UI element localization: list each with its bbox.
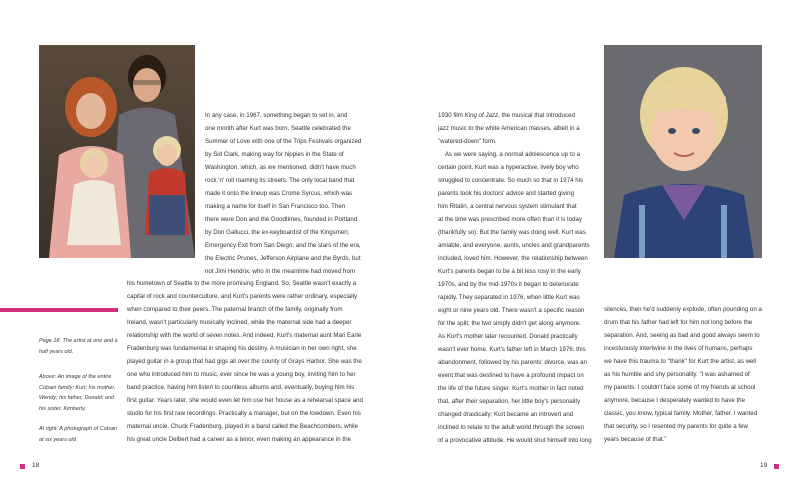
text-line: rapidly. They separated in 1976, when little Kurt was	[438, 294, 580, 301]
text-line: amiable, and everyone, aunts, uncles and grandparents	[438, 242, 590, 249]
text-line: his hometown of Seattle to the more promising England. So, Seattle wasn't exactly a	[127, 280, 357, 287]
text-line: that, after their separation, her little boy's personality	[438, 398, 581, 405]
caption-line: half years old.	[39, 348, 74, 355]
caption-page18	[39, 336, 119, 357]
text-line: making a name for itself in San Francisco too. Then	[205, 203, 346, 210]
body-text-column-a-top	[205, 109, 365, 278]
text-line: by Sid Clark, making way for hippies in the State of	[205, 151, 344, 158]
text-line: (thankfully so). But the family was doing well. Kurt was	[438, 229, 586, 236]
text-line: Fradenburg was fundamental in shaping his destiny. A musician in her own right, she	[127, 345, 357, 352]
text-line: changed drastically; Kurt became an introvert and	[438, 411, 574, 418]
text-line: the Electric Prunes, Jefferson Airplane and the Byrds, but	[205, 255, 361, 262]
body-text-column-c	[604, 303, 762, 446]
caption-line: Wendy; his father, Donald; and	[39, 395, 115, 401]
text-line: Kurt's parents began to be a bit less rosy in the early	[438, 268, 581, 275]
text-line: maternal uncle, Chuck Fradenburg, played in a band called the Beachcombers, while	[127, 423, 359, 430]
text-line: band practice, having him listen to countless albums and, eventually, buying him his	[127, 384, 355, 391]
text-line: played guitar in a group that had gigs all over the county of Grays Harbor. She was the	[127, 358, 362, 365]
text-line: one who introduced him to music, ever since he was a young boy, inviting him to her	[127, 371, 356, 378]
caption-line: At right: A photograph of Cobain	[39, 426, 118, 432]
text-line: by Don Gallucci, the ex-keyboardist of the Kingsmen;	[205, 229, 350, 236]
text-line: As we were saying, a normal adolescence up to a	[438, 151, 580, 158]
text-line: that security, so I resented my parents for quite a few	[604, 423, 748, 430]
text-line: eight or nine years old. There wasn't a specific reason	[438, 307, 585, 314]
text-line: silences, then he'd suddenly explode, often pounding on a	[604, 306, 762, 313]
text-line: Ireland, wasn't particularly musically inclined, while the maternal side had a deeper	[127, 319, 352, 326]
text-line: at the time was prescribed more often than it is today	[438, 216, 583, 223]
text-line: as his humble and shy personality. "I was ashamed of	[604, 371, 750, 378]
text-line: wasn't ever home. Kurt's father left in March 1976; this	[438, 346, 586, 353]
body-text-column-b	[438, 109, 598, 447]
caption-line: Page 18: The artist at one and a	[39, 338, 118, 344]
kurt-portrait-image	[604, 45, 762, 258]
caption-line: Above: An image of the entire	[39, 374, 112, 380]
caption-right	[39, 424, 119, 445]
text-line: made it onto the lineup was Crome Syrcus, which was	[205, 190, 353, 197]
text-line: the life of the future singer. Kurt's mother in fact noted	[438, 385, 584, 392]
text-line: In any case, in 1967, something began to set in, and	[205, 112, 348, 119]
text-line: "watered-down" form.	[438, 138, 497, 145]
text-line: one month after Kurt was born, Seattle celebrated the	[205, 125, 351, 132]
text-line: 1930 film King of Jazz, the musical that introduced	[438, 112, 575, 119]
text-line: first guitar. Years later, she would even let him use her house as a rehearsal space and	[127, 397, 363, 404]
text-line: capital of rock and counterculture, and Kurt's parents were rather ordinary, especially	[127, 293, 358, 300]
accent-rule	[0, 308, 118, 312]
text-line: my parents. I couldn't face some of my friends at school	[604, 384, 756, 391]
text-line: anymore, because I desperately wanted to have the	[604, 397, 745, 404]
folio-marker-right	[774, 464, 779, 469]
caption-above	[39, 372, 119, 414]
text-line: there were Don and the Goodtimes, founded in Portland	[205, 216, 358, 223]
caption-line: his sister, Kimberly.	[39, 405, 86, 412]
text-line: of a provocative attitude. He would shut himself into long	[438, 437, 592, 444]
text-line: certain point. Kurt was a hyperactive, lively boy who	[438, 164, 579, 171]
text-line: for the split; the two simply didn't get along anymore.	[438, 320, 581, 327]
body-text-column-a-bottom	[127, 277, 365, 446]
text-line: Summer of Love with one of the Trips Festivals organized	[205, 138, 362, 145]
text-line: As Kurt's mother later recounted, Donald practically	[438, 333, 578, 340]
family-photo	[39, 45, 195, 258]
text-line: drum that his father had left for him not long before the	[604, 319, 753, 326]
page-number-right: 19	[760, 462, 768, 469]
text-line: rock 'n' roll roaming its streets. The only local band that	[205, 177, 355, 184]
text-line: relationship with the world of seven notes. And indeed, Kurt's maternal aunt Mari Earle	[127, 332, 362, 339]
text-line: 1970s, and by the mid-1970s it began to deteriorate	[438, 281, 579, 288]
text-line: struggled to concentrate. So much so that in 1974 his	[438, 177, 584, 184]
text-line: parents took his doctors' advice and started giving	[438, 190, 575, 197]
kurt-portrait-photo	[604, 45, 762, 258]
text-line: when compared to their peers. The paternal branch of the family, originally from	[127, 306, 343, 313]
text-line: we have this trauma to "thank" for Kurt the artist, as well	[604, 358, 757, 365]
caption-line: Cobain family: Kurt; his mother,	[39, 384, 116, 391]
text-line: his great uncle Delbert had a career as a tenor, even making an appearance in the	[127, 436, 351, 443]
page-number-left: 18	[32, 462, 40, 469]
caption-line: at six years old.	[39, 436, 78, 443]
text-line: not Jimi Hendrix, who in the meantime had moved from	[205, 268, 356, 275]
folio-marker-left	[20, 464, 25, 469]
text-line: studio for his first raw recordings. Practically a manager, but on the lowdown. Even his	[127, 410, 361, 417]
text-line: abandonment, followed by his parents' divorce, was an	[438, 359, 587, 366]
text-line: included, loved him. However, the relationship between	[438, 255, 588, 262]
text-line: him Ritalin, a central nervous system stimulant that	[438, 203, 577, 210]
text-line: inclined to relate to the adult world through the screen	[438, 424, 585, 431]
text-line: incestuously intertwine in the lives of humans, perhaps	[604, 345, 753, 352]
text-line: years because of that."	[604, 436, 667, 443]
family-photo-image	[39, 45, 195, 258]
text-line: Emergency Exit from San Diego; and the stars of the era,	[205, 242, 361, 249]
text-line: jazz music to the white American masses, albeit in a	[438, 125, 580, 132]
text-line: Washington, which, as we mentioned, didn't have much	[205, 164, 356, 171]
text-line: event that was destined to have a profound impact on	[438, 372, 584, 379]
text-line: separation. And, seeing as bad and good always seem to	[604, 332, 760, 339]
text-line: classic, you know, typical family. Mother, father. I wanted	[604, 410, 758, 417]
